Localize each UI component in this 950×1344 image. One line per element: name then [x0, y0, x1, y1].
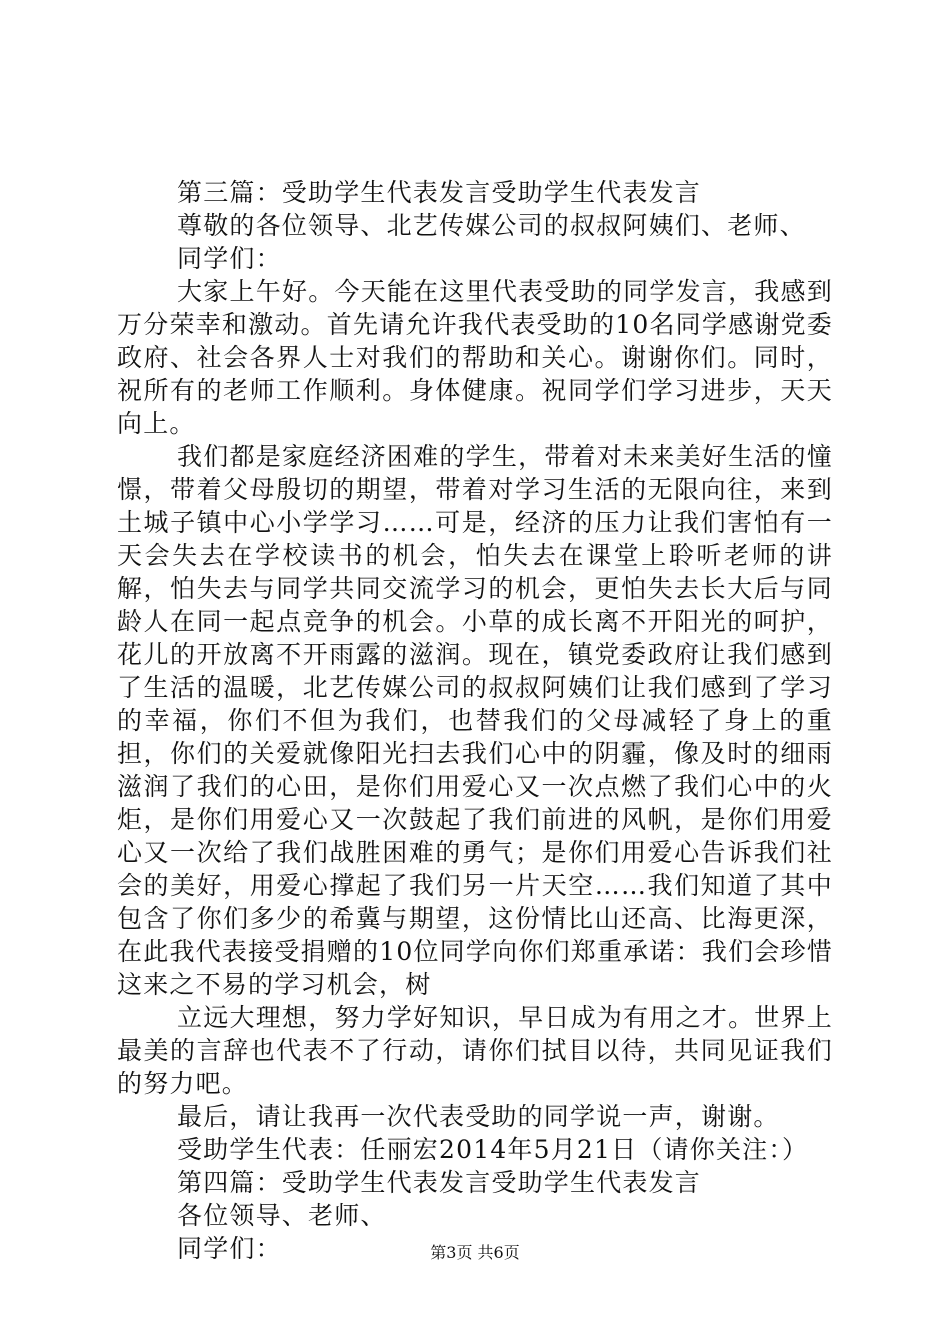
salutation-line-2: 同学们：	[177, 244, 282, 273]
section-heading-3: 第三篇：受助学生代表发言受助学生代表发言	[177, 178, 702, 207]
closing-line: 最后，请让我再一次代表受助的同学说一声，谢谢。	[177, 1102, 780, 1131]
salutation-line-4: 同学们：	[177, 1234, 282, 1263]
paragraph-main: 我们都是家庭经济困难的学生，带着对未来美好生活的憧憬，带着父母殷切的期望，带着对学习生活的无限向往，来到土城子镇中心小学学习……可是，经济的压力让我们害怕有一天会失去在学校读书的机会，怕失去在课堂上聆听老师的讲解，怕失去与同学共同交流学习的机会，更怕失去长大后与同龄人在同一起点竞争的机会。小草的成长离不开阳光的呵护，花儿的开放离不开雨露的滋润。现在，镇党委政府让我们感到了生活的温暖，北艺传媒公司的叔叔阿姨们让我们感到了学习的幸福，你们不但为我们，也替我们的父母减轻了身上的重担，你们的关爱就像阳光扫去我们心中的阴霾，像及时的细雨滋润了我们的心田，是你们用爱心又一次点燃了我们心中的火炬，是你们用爱心又一次鼓起了我们前进的风帆，是你们用爱心又一次给了我们战胜困难的勇气；是你们用爱心告诉我们社会的美好，用爱心撑起了我们另一片天空……我们知道了其中包含了你们多少的希冀与期望，这份情比山还高、比海更深，在此我代表接受捐赠的10位同学向你们郑重承诺：我们会珍惜这来之不易的学习机会，树	[117, 442, 833, 999]
signature-line: 受助学生代表：任丽宏2014年5月21日（请你关注：）	[177, 1135, 809, 1164]
salutation-line-3: 各位领导、老师、	[177, 1201, 387, 1230]
paragraph-greeting: 大家上午好。今天能在这里代表受助的同学发言，我感到万分荣幸和激动。首先请允许我代表受助的10名同学感谢党委政府、社会各界人士对我们的帮助和关心。谢谢你们。同时，祝所有的老师工作顺利。身体健康。祝同学们学习进步，天天向上。	[117, 277, 833, 438]
page-indicator: 第3页 共6页	[430, 1243, 520, 1262]
salutation-line-1: 尊敬的各位领导、北艺传媒公司的叔叔阿姨们、老师、	[177, 211, 806, 240]
document-body	[117, 176, 833, 1265]
section-heading-4: 第四篇：受助学生代表发言受助学生代表发言	[177, 1168, 702, 1197]
paragraph-pledge: 立远大理想，努力学好知识，早日成为有用之才。世界上最美的言辞也代表不了行动，请你们拭目以待，共同见证我们的努力吧。	[117, 1003, 833, 1098]
